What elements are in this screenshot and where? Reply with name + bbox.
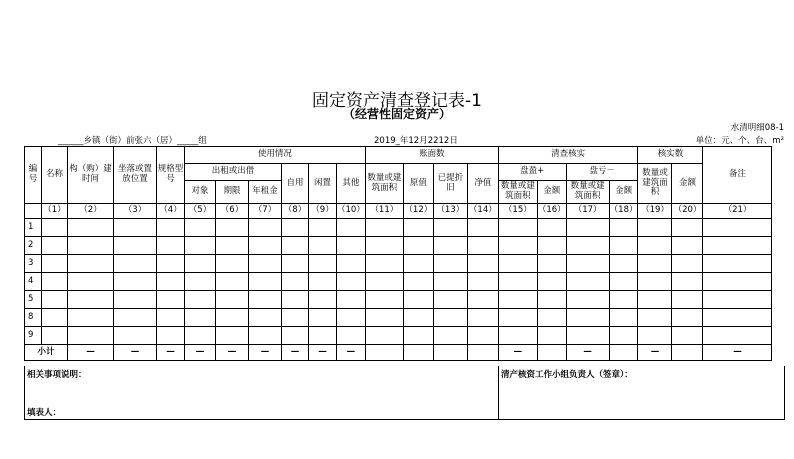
table-cell[interactable] [638, 255, 672, 273]
table-cell[interactable] [282, 255, 309, 273]
filler-label: 填表人： [27, 408, 62, 418]
header-area: 数量或建筑面积 [365, 164, 403, 204]
column-number-cell: （12） [403, 204, 433, 219]
table-cell[interactable] [309, 237, 337, 255]
table-cell[interactable] [703, 309, 772, 327]
header-verified-amount: 金额 [672, 164, 703, 204]
header-term: 期限 [216, 181, 249, 204]
table-cell[interactable] [672, 237, 703, 255]
table-cell[interactable] [638, 273, 672, 291]
table-cell[interactable] [609, 327, 638, 345]
subtotal-cell [609, 345, 638, 361]
table-cell[interactable] [498, 255, 537, 273]
table-row [25, 219, 772, 237]
column-number-cell: （10） [337, 204, 366, 219]
table-cell[interactable] [337, 273, 366, 291]
table-cell[interactable] [403, 273, 433, 291]
table-cell[interactable] [309, 291, 337, 309]
table-cell[interactable] [566, 327, 609, 345]
table-cell[interactable] [157, 273, 185, 291]
notes-divider [498, 366, 499, 420]
table-cell[interactable] [216, 273, 249, 291]
subtotal-row [25, 345, 772, 361]
header-rent: 出租或出借 [185, 164, 282, 181]
header-other: 其他 [337, 164, 366, 204]
table-cell[interactable] [185, 219, 216, 237]
table-cell[interactable] [42, 309, 68, 327]
row-number: 3 [25, 255, 42, 273]
table-cell[interactable] [282, 273, 309, 291]
table-cell[interactable] [185, 273, 216, 291]
table-cell[interactable] [249, 237, 282, 255]
table-row [25, 237, 772, 255]
table-cell[interactable] [433, 309, 467, 327]
table-cell[interactable] [566, 237, 609, 255]
column-number-cell [25, 204, 42, 219]
column-number-cell: （16） [537, 204, 566, 219]
table-cell[interactable] [403, 237, 433, 255]
table-cell[interactable] [365, 219, 403, 237]
subtotal-cell [365, 345, 403, 361]
row-number: 2 [25, 237, 42, 255]
column-number-row [25, 204, 772, 219]
header-usage: 使用情况 [185, 147, 366, 164]
subtotal-dash: — [498, 345, 537, 361]
table-cell[interactable] [498, 237, 537, 255]
column-number-cell: （17） [566, 204, 609, 219]
table-cell[interactable] [249, 273, 282, 291]
table-cell[interactable] [672, 309, 703, 327]
table-cell[interactable] [365, 309, 403, 327]
notes-section [24, 366, 785, 420]
table-cell[interactable] [566, 291, 609, 309]
table-cell[interactable] [42, 255, 68, 273]
table-cell[interactable] [185, 255, 216, 273]
table-cell[interactable] [537, 273, 566, 291]
header-surplus: 盘盈+ [498, 164, 566, 181]
table-cell[interactable] [42, 219, 68, 237]
header-verified: 核实数 [638, 147, 703, 164]
table-cell[interactable] [68, 309, 114, 327]
subtotal-cell [672, 345, 703, 361]
table-cell[interactable] [282, 327, 309, 345]
column-number-cell: （11） [365, 204, 403, 219]
header-loss: 盘亏－ [566, 164, 638, 181]
header-self-use: 自用 [282, 164, 309, 204]
subtotal-cell [467, 345, 498, 361]
column-number-cell: （14） [467, 204, 498, 219]
column-number-cell: （5） [185, 204, 216, 219]
table-cell[interactable] [309, 255, 337, 273]
table-cell[interactable] [337, 291, 366, 309]
table-cell[interactable] [216, 219, 249, 237]
subtotal-dash: — [703, 345, 772, 361]
table-cell[interactable] [609, 309, 638, 327]
header-verified-area: 数量或建筑面积 [638, 164, 672, 204]
table-cell[interactable] [68, 327, 114, 345]
table-cell[interactable] [337, 309, 366, 327]
header-annual-rent: 年租金 [249, 181, 282, 204]
column-number-cell: （20） [672, 204, 703, 219]
page-subtitle: （经营性固定资产） [342, 107, 451, 121]
table-cell[interactable] [403, 291, 433, 309]
table-cell[interactable] [609, 291, 638, 309]
table-cell[interactable] [337, 255, 366, 273]
header-book: 账面数 [365, 147, 498, 164]
header-target: 对象 [185, 181, 216, 204]
header-remark: 备注 [703, 147, 772, 204]
table-cell[interactable] [703, 219, 772, 237]
subtotal-label: 小计 [25, 345, 68, 361]
table-cell[interactable] [403, 309, 433, 327]
table-cell[interactable] [566, 255, 609, 273]
table-cell[interactable] [467, 309, 498, 327]
column-number-cell: （3） [114, 204, 157, 219]
header-spec: 规格型号 [157, 147, 185, 204]
table-cell[interactable] [249, 255, 282, 273]
table-cell[interactable] [185, 291, 216, 309]
table-cell[interactable] [365, 327, 403, 345]
table-cell[interactable] [537, 291, 566, 309]
table-cell[interactable] [672, 219, 703, 237]
table-cell[interactable] [467, 273, 498, 291]
header-no: 编号 [25, 147, 42, 204]
table-cell[interactable] [249, 219, 282, 237]
table-cell[interactable] [114, 291, 157, 309]
table-cell[interactable] [68, 273, 114, 291]
table-cell[interactable] [403, 219, 433, 237]
table-cell[interactable] [216, 255, 249, 273]
table-row [25, 309, 772, 327]
table-row [25, 327, 772, 345]
table-cell[interactable] [609, 237, 638, 255]
column-number-cell: （1） [42, 204, 68, 219]
table-cell[interactable] [672, 273, 703, 291]
asset-table [24, 146, 772, 361]
table-cell[interactable] [216, 291, 249, 309]
column-number-cell: （21） [703, 204, 772, 219]
table-cell[interactable] [337, 219, 366, 237]
subtotal-dash: — [185, 345, 216, 361]
table-cell[interactable] [68, 255, 114, 273]
table-cell[interactable] [498, 291, 537, 309]
location-line: ______乡镇（街）前张六（居）_____组 [58, 136, 207, 146]
table-cell[interactable] [703, 237, 772, 255]
table-cell[interactable] [114, 255, 157, 273]
table-cell[interactable] [114, 219, 157, 237]
table-cell[interactable] [249, 309, 282, 327]
header-original: 原值 [403, 164, 433, 204]
table-cell[interactable] [467, 327, 498, 345]
table-cell[interactable] [114, 309, 157, 327]
header-idle: 闲置 [309, 164, 337, 204]
table-cell[interactable] [638, 237, 672, 255]
table-cell[interactable] [433, 327, 467, 345]
notes-label: 相关事项说明： [27, 370, 87, 380]
table-cell[interactable] [672, 327, 703, 345]
subtotal-dash: — [68, 345, 114, 361]
table-cell[interactable] [337, 237, 366, 255]
header-depreciation: 已提折旧 [433, 164, 467, 204]
header-net: 净值 [467, 164, 498, 204]
sign-label: 清产核资工作小组负责人（签章）： [501, 370, 633, 380]
table-cell[interactable] [309, 273, 337, 291]
table-cell[interactable] [185, 237, 216, 255]
column-number-cell: （2） [68, 204, 114, 219]
row-number: 5 [25, 291, 42, 309]
table-cell[interactable] [68, 291, 114, 309]
table-cell[interactable] [467, 237, 498, 255]
table-cell[interactable] [185, 309, 216, 327]
subtotal-dash: — [337, 345, 366, 361]
table-cell[interactable] [498, 327, 537, 345]
header-name: 名称 [42, 147, 68, 204]
column-number-cell: （15） [498, 204, 537, 219]
table-cell[interactable] [282, 219, 309, 237]
row-number: 9 [25, 327, 42, 345]
row-number: 4 [25, 273, 42, 291]
column-number-cell: （7） [249, 204, 282, 219]
table-cell[interactable] [185, 327, 216, 345]
column-number-cell: （9） [309, 204, 337, 219]
table-cell[interactable] [365, 255, 403, 273]
subtotal-dash: — [282, 345, 309, 361]
subtotal-cell [403, 345, 433, 361]
header-build-time: 构（购）建时间 [68, 147, 114, 204]
table-cell[interactable] [498, 219, 537, 237]
subtotal-dash: — [114, 345, 157, 361]
table-cell[interactable] [638, 219, 672, 237]
table-cell[interactable] [498, 309, 537, 327]
table-cell[interactable] [638, 309, 672, 327]
table-cell[interactable] [309, 219, 337, 237]
table-cell[interactable] [537, 219, 566, 237]
row-number: 8 [25, 309, 42, 327]
table-cell[interactable] [157, 291, 185, 309]
table-cell[interactable] [537, 327, 566, 345]
table-cell[interactable] [566, 219, 609, 237]
table-cell[interactable] [157, 309, 185, 327]
column-number-cell: （19） [638, 204, 672, 219]
subtotal-dash: — [216, 345, 249, 361]
table-cell[interactable] [433, 255, 467, 273]
table-cell[interactable] [467, 291, 498, 309]
header-loss-qty: 数量或建筑面积 [566, 181, 609, 204]
table-cell[interactable] [467, 219, 498, 237]
table-cell[interactable] [703, 327, 772, 345]
header-check: 清查核实 [498, 147, 638, 164]
table-cell[interactable] [609, 255, 638, 273]
table-cell[interactable] [157, 219, 185, 237]
column-number-cell: （8） [282, 204, 309, 219]
table-cell[interactable] [537, 255, 566, 273]
table-cell[interactable] [42, 237, 68, 255]
subtotal-dash: — [309, 345, 337, 361]
table-row [25, 291, 772, 309]
table-cell[interactable] [249, 291, 282, 309]
table-cell[interactable] [433, 237, 467, 255]
table-cell[interactable] [703, 273, 772, 291]
table-row [25, 255, 772, 273]
subtotal-dash: — [566, 345, 609, 361]
table-cell[interactable] [703, 255, 772, 273]
table-cell[interactable] [403, 255, 433, 273]
table-cell[interactable] [114, 327, 157, 345]
table-cell[interactable] [672, 255, 703, 273]
table-cell[interactable] [157, 237, 185, 255]
table-cell[interactable] [638, 291, 672, 309]
table-cell[interactable] [216, 327, 249, 345]
header-surplus-amount: 金额 [537, 181, 566, 204]
table-cell[interactable] [114, 237, 157, 255]
table-cell[interactable] [403, 327, 433, 345]
table-cell[interactable] [703, 291, 772, 309]
table-cell[interactable] [498, 273, 537, 291]
subtotal-dash: — [638, 345, 672, 361]
column-number-cell: （13） [433, 204, 467, 219]
header-location: 坐落或置放位置 [114, 147, 157, 204]
table-cell[interactable] [433, 291, 467, 309]
table-cell[interactable] [282, 309, 309, 327]
table-cell[interactable] [365, 237, 403, 255]
table-cell[interactable] [42, 327, 68, 345]
table-cell[interactable] [68, 219, 114, 237]
table-cell[interactable] [433, 219, 467, 237]
table-cell[interactable] [114, 273, 157, 291]
table-cell[interactable] [672, 291, 703, 309]
table-cell[interactable] [609, 219, 638, 237]
table-cell[interactable] [42, 291, 68, 309]
column-number-cell: （18） [609, 204, 638, 219]
table-cell[interactable] [68, 237, 114, 255]
table-cell[interactable] [216, 237, 249, 255]
table-cell[interactable] [365, 273, 403, 291]
table-cell[interactable] [42, 273, 68, 291]
subtotal-dash: — [157, 345, 185, 361]
subtotal-cell [537, 345, 566, 361]
unit-line: 单位：元、个、台、m² [695, 136, 784, 146]
column-number-cell: （6） [216, 204, 249, 219]
table-cell[interactable] [537, 309, 566, 327]
table-cell[interactable] [609, 273, 638, 291]
table-cell[interactable] [337, 327, 366, 345]
table-cell[interactable] [282, 237, 309, 255]
header-loss-amount: 金额 [609, 181, 638, 204]
table-cell[interactable] [467, 255, 498, 273]
table-cell[interactable] [157, 255, 185, 273]
table-cell[interactable] [365, 291, 403, 309]
subtotal-dash: — [249, 345, 282, 361]
table-cell[interactable] [309, 327, 337, 345]
table-cell[interactable] [249, 327, 282, 345]
row-number: 1 [25, 219, 42, 237]
table-cell[interactable] [216, 309, 249, 327]
column-number-cell: （4） [157, 204, 185, 219]
table-cell[interactable] [638, 327, 672, 345]
table-cell[interactable] [157, 327, 185, 345]
date-line: 2019_年12月2212日 [374, 136, 458, 146]
table-cell[interactable] [566, 273, 609, 291]
table-row [25, 273, 772, 291]
header-surplus-qty: 数量或建筑面积 [498, 181, 537, 204]
subtotal-cell [433, 345, 467, 361]
form-code: 水清明细08-1 [730, 123, 784, 133]
table-cell[interactable] [433, 273, 467, 291]
table-cell[interactable] [309, 309, 337, 327]
table-cell[interactable] [566, 309, 609, 327]
table-cell[interactable] [537, 237, 566, 255]
table-cell[interactable] [282, 291, 309, 309]
page-title: 固定资产清查登记表-1 [312, 91, 482, 111]
